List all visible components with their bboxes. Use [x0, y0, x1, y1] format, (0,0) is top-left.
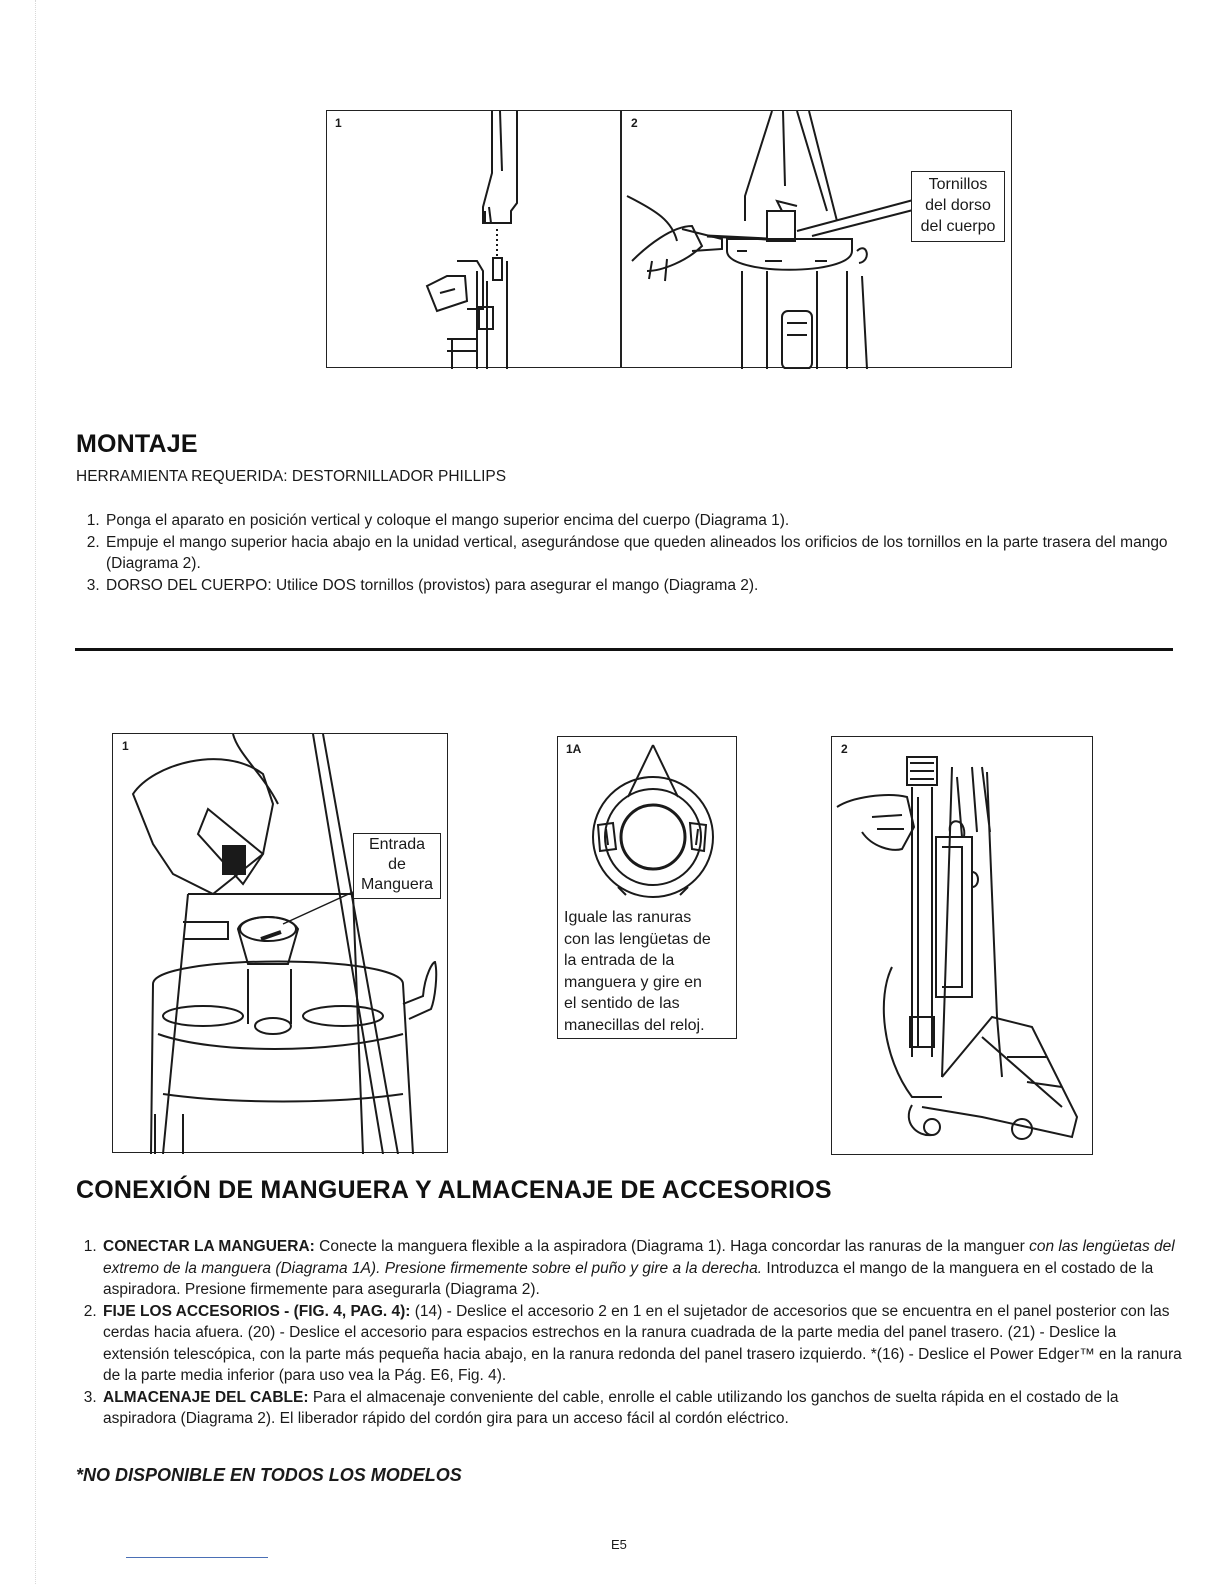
vacuum-upright-illustration	[832, 737, 1094, 1156]
hose-figure-1-label: 1	[122, 739, 129, 753]
screws-callout-line-3: del cuerpo	[920, 218, 996, 235]
montaje-step-2: 2. Empuje el mango superior hacia abajo en la unidad vertical, asegurándose que queden alineados los orificios de los tornillos en la parte trasera del mango (Diagrama 2).	[104, 532, 1174, 575]
step-2-heading: FIJE LOS ACCESORIOS - (FIG. 4, PAG. 4):	[103, 1302, 411, 1320]
hose-connection-illustration	[113, 734, 449, 1154]
tool-required: HERRAMIENTA REQUERIDA: DESTORNILLADOR PHILLIPS	[76, 468, 507, 485]
cord-figure-label: 2	[841, 742, 848, 756]
hose-figure-1	[112, 733, 448, 1153]
conexion-steps	[73, 1236, 1186, 1430]
hose-figure-1a	[557, 736, 737, 1039]
hose-end-illustration	[558, 737, 738, 907]
section-divider	[75, 648, 1173, 651]
hose-callout-line-1: Entrada	[368, 836, 426, 853]
conexion-title: CONEXIÓN DE MANGUERA Y ALMACENAJE DE ACCESORIOS	[76, 1176, 832, 1204]
montaje-step-3: 3. DORSO DEL CUERPO: Utilice DOS tornillos (provistos) para asegurar el mango (Diagrama 2).	[104, 575, 1174, 597]
hose-figure-1a-caption	[564, 907, 734, 1036]
hose-callout-line-3: Manguera	[360, 876, 434, 893]
step-3-text: Para el almacenaje conveniente del cable, enrolle el cable utilizando los ganchos de suelta rápida en el costado de la aspiradora (Diagrama 2). El liberador rápido del cordón gira para un acceso fácil al cordón eléctrico.	[103, 1388, 1119, 1427]
montaje-steps	[76, 510, 1174, 596]
availability-footnote: *NO DISPONIBLE EN TODOS LOS MODELOS	[76, 1465, 462, 1485]
screws-callout	[911, 171, 1005, 242]
hose-figure-1a-label: 1A	[566, 742, 582, 756]
caption-line-4: manguera y gire en	[564, 973, 702, 991]
caption-line-5: el sentido de las	[564, 995, 680, 1012]
step-1-heading: CONECTAR LA MANGUERA:	[103, 1238, 315, 1255]
caption-line-2: con las lengüetas de	[564, 930, 711, 948]
figure-2-label: 2	[631, 116, 638, 130]
page-number: E5	[611, 1537, 627, 1552]
screws-callout-line-2: del dorso	[925, 197, 991, 214]
step-2-text: (14) - Deslice el accesorio 2 en 1 en el sujetador de accesorios que se encuentra en el panel posterior con las cerdas hacia afuera. (20) - Deslice el accesorio para espacios estrechos en la ranura cuadrada de la parte media del panel trasero. (21) - Deslice la extensión telescópica, con la parte más pequeña hacia abajo, en la ranura redonda del panel trasero izquierdo. *(16) - Deslice el Power Edger™ en la ranura de la parte media inferior (para uso vea la Pág. E6, Fig. 4).	[103, 1302, 1182, 1384]
step-1-text-a: Conecte la manguera flexible a la aspiradora (Diagrama 1). Haga concordar las ranuras de la manguer	[314, 1238, 1025, 1255]
hose-inlet-callout	[353, 833, 441, 899]
step-1-text-b: con las lengüetas del extremo de la manguera (Diagrama 1A). Presione firmemente sobre el puño y gire a la derecha.	[103, 1238, 1175, 1277]
caption-line-1: Iguale las ranuras	[564, 909, 692, 926]
hose-callout-line-2: de	[388, 856, 406, 873]
screws-callout-line-1: Tornillos	[928, 176, 988, 193]
montaje-title: MONTAJE	[76, 430, 198, 458]
cord-storage-figure	[831, 736, 1093, 1155]
conexion-step-1	[101, 1236, 1186, 1301]
conexion-step-2	[101, 1301, 1186, 1387]
caption-line-6: manecillas del reloj.	[564, 1016, 705, 1034]
figure-1-label: 1	[335, 116, 342, 130]
scan-margin	[35, 0, 37, 1584]
top-figure-panel	[326, 110, 1012, 368]
caption-line-3: la entrada de la	[564, 952, 675, 969]
montaje-step-1: 1. Ponga el aparato en posición vertical y coloque el mango superior encima del cuerpo (Diagrama 1).	[104, 510, 1174, 532]
step-1-text-c: Introduzca el mango de la manguera en el costado de la aspiradora. Presione firmemente para asegurarla (Diagrama 2).	[103, 1259, 1154, 1298]
step-3-heading: ALMACENAJE DEL CABLE:	[103, 1388, 309, 1406]
conexion-step-3	[101, 1387, 1186, 1430]
footer-link-rule	[126, 1557, 268, 1558]
